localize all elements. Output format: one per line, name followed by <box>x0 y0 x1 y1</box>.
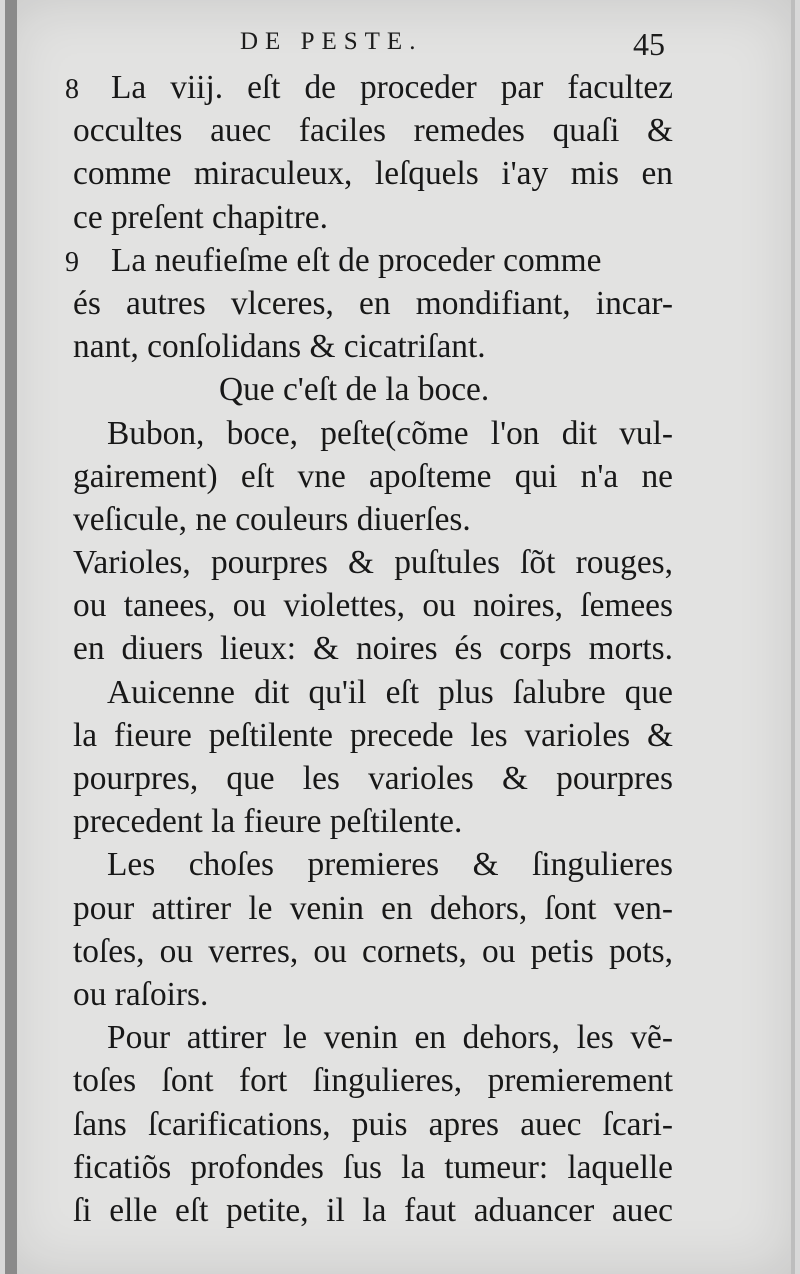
text-line: Pour attirer le venin en dehors, les vẽ- <box>107 1019 673 1057</box>
page-gutter-shadow <box>5 0 17 1274</box>
text-line: ce preſent chapitre. <box>73 198 328 236</box>
text-line: ſans ſcarifications, puis apres auec ſcari- <box>73 1105 673 1143</box>
text-line: la fieure peſtilente precede les varioles & <box>73 716 673 754</box>
text-line: 8 La viij. eſt de proceder par facultez <box>73 66 673 109</box>
page-header <box>5 26 795 66</box>
body-text <box>65 66 673 1232</box>
book-page <box>5 0 795 1274</box>
section-heading: Que c'eſt de la boce. <box>219 371 490 409</box>
text-line: pour attirer le venin en dehors, ſont ven- <box>73 889 673 927</box>
text-line: Auicenne dit qu'il eſt plus ſalubre que <box>107 673 673 711</box>
text-line: toſes ſont fort ſingulieres, premierement <box>73 1062 673 1100</box>
text-line: gairement) eſt vne apoſteme qui n'a ne <box>73 457 673 495</box>
text-line: 9 La neufieſme eſt de proceder comme <box>73 239 673 282</box>
text-line: Les choſes premieres & ſingulieres <box>107 846 673 884</box>
text-line: veſicule, ne couleurs diuerſes. <box>73 500 471 538</box>
text-line: Varioles, pourpres & puſtules ſõt rouges, <box>73 544 673 582</box>
text-line: toſes, ou verres, ou cornets, ou petis pots, <box>73 932 673 970</box>
running-title: DE PESTE. <box>240 28 423 55</box>
text-line: ou raſoirs. <box>73 975 209 1013</box>
text-line: pourpres, que les varioles & pourpres <box>73 760 673 797</box>
page-right-edge <box>791 0 795 1274</box>
text-line: és autres vlceres, en mondifiant, incar- <box>73 284 673 322</box>
text-line: precedent la fieure peſtilente. <box>73 803 463 841</box>
marginal-number: 8 <box>65 74 79 105</box>
text-line: Bubon, boce, peſte(cõme l'on dit vul- <box>107 414 673 452</box>
text-line: ficatiõs profondes ſus la tumeur: laquelle <box>73 1148 673 1186</box>
text-line: nant, conſolidans & cicatriſant. <box>73 328 486 366</box>
text-line: en diuers lieux: & noires és corps morts. <box>73 630 673 668</box>
text-line: ou tanees, ou violettes, ou noires, ſemees <box>73 587 673 625</box>
text-line: ſi elle eſt petite, il la faut aduancer auec <box>73 1191 673 1229</box>
marginal-number: 9 <box>65 246 79 278</box>
page-number: 45 <box>633 26 665 62</box>
text-line: comme miraculeux, leſquels i'ay mis en <box>73 155 673 193</box>
text-line: occultes auec faciles remedes quaſi & <box>73 112 673 150</box>
